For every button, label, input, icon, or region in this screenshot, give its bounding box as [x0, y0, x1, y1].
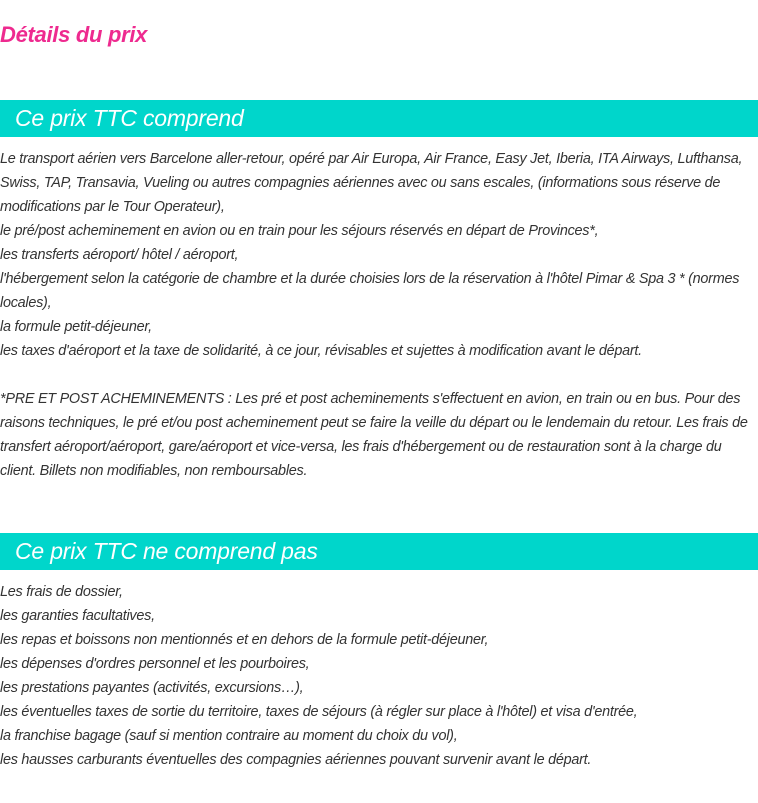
excludes-item: les prestations payantes (activités, excursions…), [0, 680, 304, 696]
excludes-item: les hausses carburants éventuelles des compagnies aériennes pouvant survenir avant le départ. [0, 752, 592, 768]
excludes-item: les garanties facultatives, [0, 608, 155, 624]
excludes-item: les éventuelles taxes de sortie du territoire, taxes de séjours (à régler sur place à l'hôtel) et visa d'entrée, [0, 704, 638, 720]
includes-list [0, 147, 758, 483]
includes-item: les transferts aéroport/ hôtel / aéroport, [0, 247, 239, 263]
excludes-item: la franchise bagage (sauf si mention contraire au moment du choix du vol), [0, 728, 458, 744]
excludes-item: les repas et boissons non mentionnés et en dehors de la formule petit-déjeuner, [0, 632, 489, 648]
spacer [0, 363, 758, 387]
includes-item: Le transport aérien vers Barcelone aller-retour, opéré par Air Europa, Air France, Easy Jet, Iberia, ITA Airways, Lufthansa, Swiss, TAP, Transavia, Vueling ou autres compagnies aériennes avec ou sans escales, (informations sous réserve de modifications par le Tour Operateur), [0, 151, 743, 215]
excludes-item: les dépenses d'ordres personnel et les pourboires, [0, 656, 310, 672]
excludes-heading: Ce prix TTC ne comprend pas [0, 533, 758, 570]
page-title: Détails du prix [0, 22, 148, 47]
includes-item: le pré/post acheminement en avion ou en train pour les séjours réservés en départ de Provinces*, [0, 223, 599, 239]
excludes-list [0, 580, 758, 772]
acheminement-note: *PRE ET POST ACHEMINEMENTS : Les pré et post acheminements s'effectuent en avion, en train ou en bus. Pour des raisons techniques, le pré et/ou post acheminement peut se faire la veille du départ ou le lendemain du retour. Les frais de transfert aéroport/aéroport, gare/aéroport et vice-versa, les frais d'hébergement ou de restauration sont à la charge du client. Billets non modifiables, non remboursables. [0, 391, 748, 479]
includes-item: l'hébergement selon la catégorie de chambre et la durée choisies lors de la réservation à l'hôtel Pimar & Spa 3 * (normes locales), [0, 271, 740, 311]
excludes-item: Les frais de dossier, [0, 584, 123, 600]
includes-heading: Ce prix TTC comprend [0, 100, 758, 137]
includes-item: la formule petit-déjeuner, [0, 319, 152, 335]
includes-item: les taxes d'aéroport et la taxe de solidarité, à ce jour, révisables et sujettes à modification avant le départ. [0, 343, 642, 359]
